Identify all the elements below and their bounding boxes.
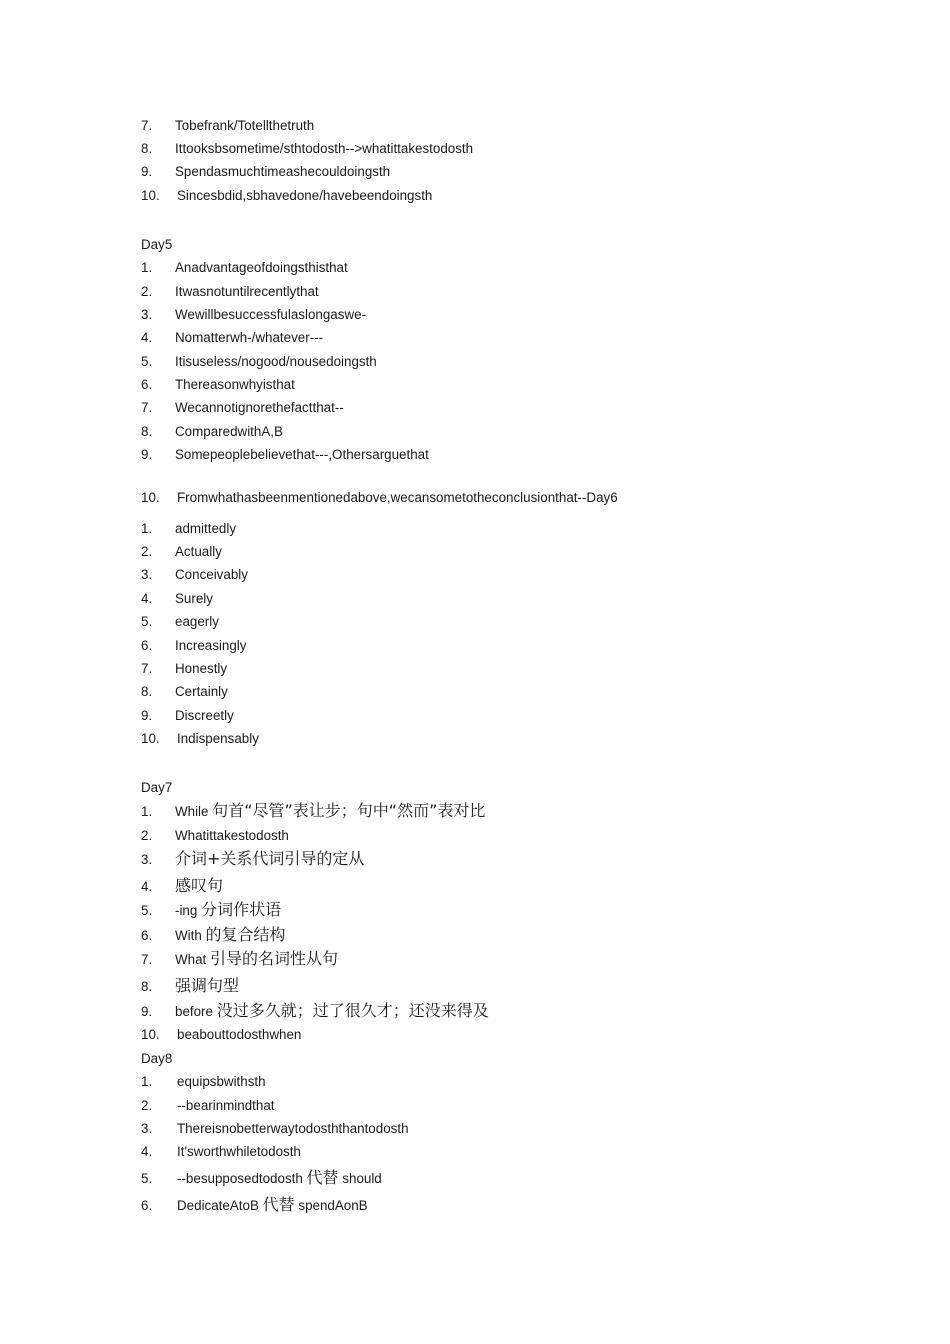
list-item (141, 117, 314, 135)
list-item (141, 520, 236, 538)
item-number: 9. (141, 447, 153, 462)
list-item (141, 613, 219, 631)
item-number: 8. (141, 979, 153, 994)
list-item (141, 827, 289, 845)
item-text: It'sworthwhiletodosth (177, 1144, 301, 1159)
item-text: Indispensably (177, 731, 259, 746)
item-text-cjk: 强调句型 (175, 976, 240, 995)
item-number: 6. (141, 928, 153, 943)
item-number: 4. (141, 591, 153, 606)
item-number: 5. (141, 614, 153, 629)
item-number: 10. (141, 490, 160, 505)
list-item (141, 1196, 368, 1215)
item-number: 2. (141, 1098, 153, 1113)
item-number: 5. (141, 1171, 153, 1186)
item-number: 10. (141, 1027, 160, 1042)
item-text: Sincesbdid,sbhavedone/havebeendoingsth (177, 188, 433, 203)
list-item (141, 259, 348, 277)
item-number: 2. (141, 544, 153, 559)
item-number: 7. (141, 661, 153, 676)
list-item (141, 730, 259, 748)
list-item (141, 683, 228, 701)
item-number: 3. (141, 307, 153, 322)
item-number: 8. (141, 141, 153, 156)
item-number: 1. (141, 521, 153, 536)
section-heading-day7: Day7 (141, 780, 173, 795)
item-number: 1. (141, 260, 153, 275)
list-item (141, 1120, 409, 1138)
list-item (141, 446, 429, 464)
list-item (141, 187, 432, 205)
list-item (141, 977, 239, 996)
list-item (141, 329, 323, 347)
item-number: 3. (141, 567, 153, 582)
list-item (141, 590, 213, 608)
item-number: 9. (141, 164, 153, 179)
list-item (141, 707, 234, 725)
item-number: 7. (141, 952, 153, 967)
item-number: 3. (141, 852, 153, 867)
item-number: 9. (141, 708, 153, 723)
list-item (141, 950, 338, 969)
item-text: eagerly (175, 614, 219, 629)
list-item (141, 566, 248, 584)
item-text: DedicateAtoB (177, 1198, 259, 1213)
section-heading-day8: Day8 (141, 1051, 173, 1066)
list-item (141, 850, 364, 869)
item-text: Fromwhathasbeenmentionedabove,wecansometotheconclusionthat--Day6 (177, 490, 618, 505)
item-text-cjk: 的复合结构 (205, 925, 286, 944)
item-number: 7. (141, 400, 153, 415)
section-heading-day5: Day5 (141, 237, 173, 252)
list-item (141, 877, 223, 896)
list-item (141, 423, 283, 441)
item-number: 7. (141, 118, 153, 133)
item-text: Tobefrank/Totellthetruth (175, 118, 315, 133)
list-item (141, 489, 618, 507)
item-text: Itwasnotuntilrecentlythat (175, 284, 319, 299)
item-text: Actually (175, 544, 222, 559)
item-text-cjk: 代替 (306, 1168, 339, 1187)
item-number: 4. (141, 1144, 153, 1159)
list-item (141, 660, 227, 678)
item-text: Honestly (175, 661, 228, 676)
item-text-cjk: 感叹句 (175, 876, 224, 895)
list-item (141, 926, 286, 945)
item-text: before (175, 1004, 213, 1019)
item-number: 5. (141, 903, 153, 918)
item-text: While (175, 804, 209, 819)
item-text-cjk: 没过多久就；过了很久才；还没来得及 (216, 1001, 489, 1020)
item-text: Ittooksbsometime/sthtodosth-->whatittakestodosth (175, 141, 474, 156)
item-text-cjk: 介词+关系代词引导的定从 (175, 849, 365, 868)
list-item (141, 543, 222, 561)
item-number: 9. (141, 1004, 153, 1019)
item-text: What (175, 952, 207, 967)
list-item (141, 637, 246, 655)
item-number: 2. (141, 828, 153, 843)
item-text: Thereisnobetterwaytodosththantodosth (177, 1121, 409, 1136)
item-text: Conceivably (175, 567, 248, 582)
item-number: 10. (141, 731, 160, 746)
list-item (141, 376, 295, 394)
item-number: 3. (141, 1121, 153, 1136)
item-text-tail: spendAonB (298, 1198, 368, 1213)
item-number: 8. (141, 684, 153, 699)
list-item (141, 1073, 266, 1091)
item-text: Increasingly (175, 638, 247, 653)
item-text: admittedly (175, 521, 237, 536)
list-item (141, 1169, 382, 1188)
item-text: Certainly (175, 684, 228, 699)
item-number: 6. (141, 1198, 153, 1213)
list-item (141, 1097, 275, 1115)
item-number: 10. (141, 188, 160, 203)
list-item (141, 1026, 301, 1044)
item-text-cjk: 句首“尽管”表让步；句中“然而”表对比 (212, 801, 486, 820)
item-text: Anadvantageofdoingsthisthat (175, 260, 348, 275)
item-text: With (175, 928, 202, 943)
list-item (141, 802, 485, 821)
item-text: Wecannotignorethefactthat-- (175, 400, 344, 415)
item-text: Wewillbesuccessfulaslongaswe- (175, 307, 367, 322)
list-item (141, 140, 473, 158)
item-number: 6. (141, 377, 153, 392)
item-text: equipsbwithsth (177, 1074, 266, 1089)
list-item (141, 283, 319, 301)
item-text-cjk: 引导的名词性从句 (210, 949, 339, 968)
item-text: beabouttodosthwhen (177, 1027, 302, 1042)
item-number: 1. (141, 804, 153, 819)
item-number: 4. (141, 879, 153, 894)
item-text: ComparedwithA,B (175, 424, 283, 439)
list-item (141, 353, 377, 371)
item-text: Surely (175, 591, 213, 606)
item-number: 2. (141, 284, 153, 299)
list-item (141, 163, 390, 181)
item-text: Discreetly (175, 708, 234, 723)
item-text: -ing (175, 903, 198, 918)
item-text: Whatittakestodosth (175, 828, 289, 843)
item-text-cjk: 代替 (262, 1195, 295, 1214)
list-item (141, 1002, 489, 1021)
item-text: Nomatterwh-/whatever--- (175, 330, 324, 345)
list-item (141, 399, 344, 417)
item-text-tail: should (342, 1171, 382, 1186)
item-number: 6. (141, 638, 153, 653)
item-number: 4. (141, 330, 153, 345)
list-item (141, 1143, 301, 1161)
item-number: 8. (141, 424, 153, 439)
item-text: Spendasmuchtimeashecouldoingsth (175, 164, 391, 179)
item-text: Somepeoplebelievethat---,Othersarguethat (175, 447, 429, 462)
item-text-cjk: 分词作状语 (201, 900, 282, 919)
item-text: Thereasonwhyisthat (175, 377, 295, 392)
item-text: --bearinmindthat (177, 1098, 275, 1113)
item-text: --besupposedtodosth (177, 1171, 303, 1186)
item-text: Itisuseless/nogood/nousedoingsth (175, 354, 377, 369)
list-item (141, 901, 281, 920)
list-item (141, 306, 366, 324)
item-number: 5. (141, 354, 153, 369)
item-number: 1. (141, 1074, 153, 1089)
